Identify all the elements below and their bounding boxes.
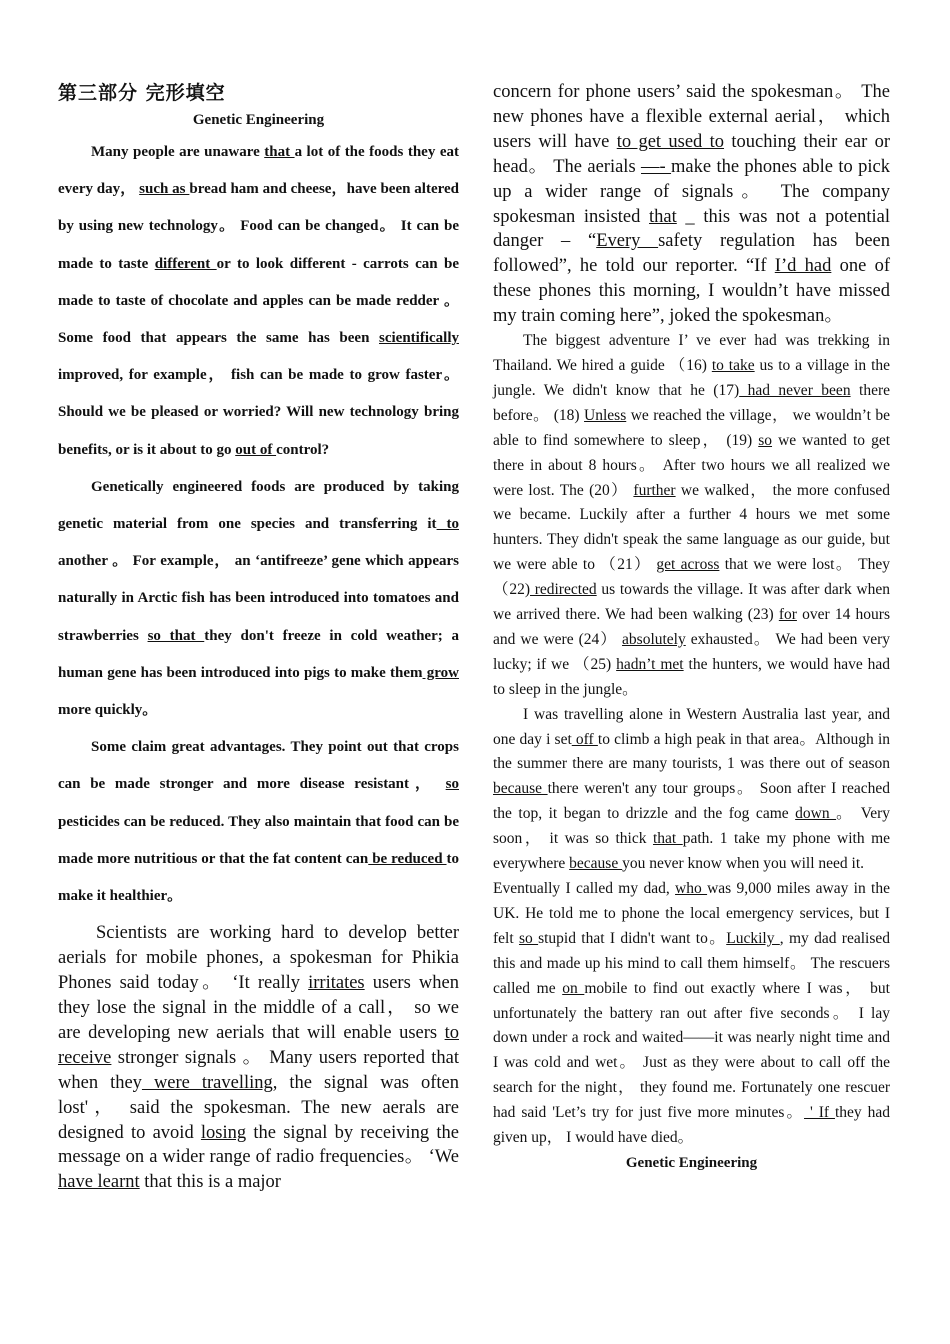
article-title: Genetic Engineering [192,112,325,128]
answer-blank: were travelling [141,1072,273,1093]
left-column [58,80,459,1195]
text-run: _ this was not a potential danger – “ [493,206,890,252]
answer-blank: get across [656,556,720,574]
text-run: the hunters, we would have had to sleep in the jungle。 [493,655,891,698]
answer-blank: so [518,929,539,947]
text-run: or to look different - carrots can be made to taste of chocolate and apples can be made redder 。 Some food that appears the same has been [58,255,459,347]
text-run: 。 Very soon， it was so thick [493,805,890,848]
answer-blank: redirected [530,581,597,599]
text-run: Many people are unaware [91,144,265,160]
text-run: they don't freeze in cold weather; a human gene has been introduced into pigs to make them [58,627,459,681]
aerials-paragraph [58,921,459,1195]
text-run: a lot of the foods they eat every day， [58,144,459,198]
answer-blank: to take [711,356,755,374]
answer-blank: I’d had [774,256,832,277]
answer-blank: such as [139,181,190,198]
text-run: that we were lost。 They （22) [493,556,890,599]
answer-blank: different [154,255,217,272]
text-run: we wanted to get there in about 8 hours。 After two hours we all realized we were lost. The (20） [493,431,891,499]
text-run: mobile to find out exactly where I was， but unfortunately the battery ran out after five seconds。 I lay down under a rock and waited——it was nearly night time and I was cold and wet。 Just as they were about to call off the search for the night， they found me. Fortunately one rescuer had said 'Let’s try for just five more minutes。 [493,979,890,1122]
answer-blank: scientifically [379,330,459,347]
text-run: over 14 hours and we were (24） [493,606,890,648]
answer-blank: so [758,431,773,449]
answer-blank: because [493,780,548,798]
text-run: we reached the village， we wouldn’t be able to find somewhere to sleep， (19) [493,406,890,449]
text-run: path. 1 take my phone with me everywhere [493,830,890,873]
answer-blank: that [264,144,295,160]
text-run: that this is a major [139,1172,281,1193]
answer-blank: because [569,855,623,873]
answer-blank: Luckily [726,929,780,947]
answer-blank: out of [235,441,277,458]
australia-paragraph [493,703,890,877]
answer-blank: grow [422,664,459,681]
text-run: make the phones able to pick up a wider range of signals。 The company spokesman insisted [493,156,890,227]
text-run: us towards the village. It was after dark when we arrived there. We had been walking (23) [493,581,890,624]
answer-blank: have learnt [58,1172,140,1193]
text-run: safety regulation has been followed”, he told our reporter. “If [493,231,890,277]
text-run: , my dad realised this and made up his mind to call them himself。 The rescuers called me [493,929,891,997]
answer-blank: so [445,776,459,793]
answer-blank: ' If [804,1104,835,1122]
text-run: I was travelling alone in Western Australia last year, and one day i set [493,705,890,748]
text-run: control? [276,441,330,458]
text-run: we walked， the more confused we became. Luckily after a further 4 hours we met some hunters. They didn't speak the same language as our guide, but we were able to （21） [493,481,890,574]
text-run: The biggest adventure I’ ve ever had was trekking in Thailand. We hired a guide （16) [493,332,890,374]
genetic-paragraph-1 [58,134,459,469]
answer-blank: to get used to [616,131,725,152]
answer-blank: hadn’t met [616,655,684,673]
text-run: stronger signals 。 Many users reported that when they [58,1047,459,1093]
answer-blank: who [675,880,708,897]
text-run: you never know when you will need it. [622,855,865,873]
text-run: Genetically engineered foods are produced by taking genetic material from one species and transferring it [58,478,459,533]
text-run: , the signal was often lost'， said the spokesman. The new aerals are designed to avoid [58,1072,459,1143]
text-run: they had given up， I would have died。 [493,1104,890,1147]
answer-blank: had never been [739,381,851,399]
bottom-title: Genetic Engineering [625,1154,758,1171]
answer-blank: Unless [584,406,627,424]
text-run: bread ham and cheese，have been altered by using new technology。 Food can be changed。 It can be made to taste [58,181,459,272]
text-run: there before。 (18) [493,381,891,424]
answer-blank: irritates [308,973,365,994]
genetic-paragraph-3 [58,729,459,915]
text-run: Scientists are working hard to develop better aerials for mobile phones, a spokesman for Phikia Phones said today。 ‘It really [58,923,459,994]
text-run: stupid that I didn't want to。 [538,929,727,947]
aerials-paragraph-continued [493,80,890,329]
section-title: 第三部分 完形填空 [58,82,226,104]
answer-blank: off [571,730,598,748]
answer-blank: to receive [58,1022,459,1068]
text-run: to make it healthier。 [58,850,460,905]
text-run: pesticides can be reduced. They also maintain that food can be made more nutritious or that the fat content can [58,813,459,867]
answer-blank: down [795,805,837,823]
right-column [493,80,890,1175]
text-run: there weren't any tour groups。 Soon after I reached the top, it began to drizzle and the fog came [493,780,890,823]
answer-blank: absolutely [622,630,686,648]
thailand-paragraph [493,329,890,703]
text-run: Some claim great advantages. They point out that crops can be made stronger and more disease resistant， [58,739,459,793]
text-run: one of these phones this morning, I wouldn’t have missed my train coming here”, joked the spokesman。 [493,256,890,327]
answer-blank: that [649,206,677,227]
answer-blank: —- [641,156,672,177]
text-run: touching their ear or head。 The aerials [493,131,890,177]
answer-blank: on [562,979,585,997]
text-run: was 9,000 miles away in the UK. He told me to phone the local emergency services, but I felt [493,880,890,947]
text-run: exhausted。 We had been very lucky; if we （25) [493,630,890,673]
answer-blank: that [652,830,683,848]
answer-blank: so that [147,627,205,644]
text-run: to climb a high peak in that area。Although in the summer there are many tourists, 1 was there out of season [493,730,890,773]
answer-blank: be reduced [368,850,447,867]
text-run: concern for phone users’ said the spokesman。 The new phones have a flexible external aerial， which users will have [493,82,890,152]
answer-blank: Every [596,231,659,252]
text-run: the signal by receiving the message on a wider range of radio frequencies。 ‘We [58,1122,459,1168]
answer-blank: to [436,516,460,533]
rescue-paragraph [493,877,890,1151]
answer-blank: further [633,481,676,499]
text-run: users when they lose the signal in the middle of a call， so we are developing new aerials that will enable users [58,973,460,1043]
genetic-paragraph-2 [58,469,459,729]
text-run: us to a village in the jungle. We didn't know that he (17) [493,356,891,399]
answer-blank: losing [200,1122,247,1143]
answer-blank: for [778,606,797,624]
text-run: improved, for example， fish can be made to grow faster。 Should we be pleased or worried? Will new technology bring benefits, or is it about to go [58,367,459,458]
text-run: another 。 For example， an ‘antifreeze’ gene which appears naturally in Arctic fish has been introduced into tomatoes and strawberries [58,553,459,644]
text-run: Eventually I called my dad, [493,880,676,897]
text-run: more quickly。 [58,702,158,719]
